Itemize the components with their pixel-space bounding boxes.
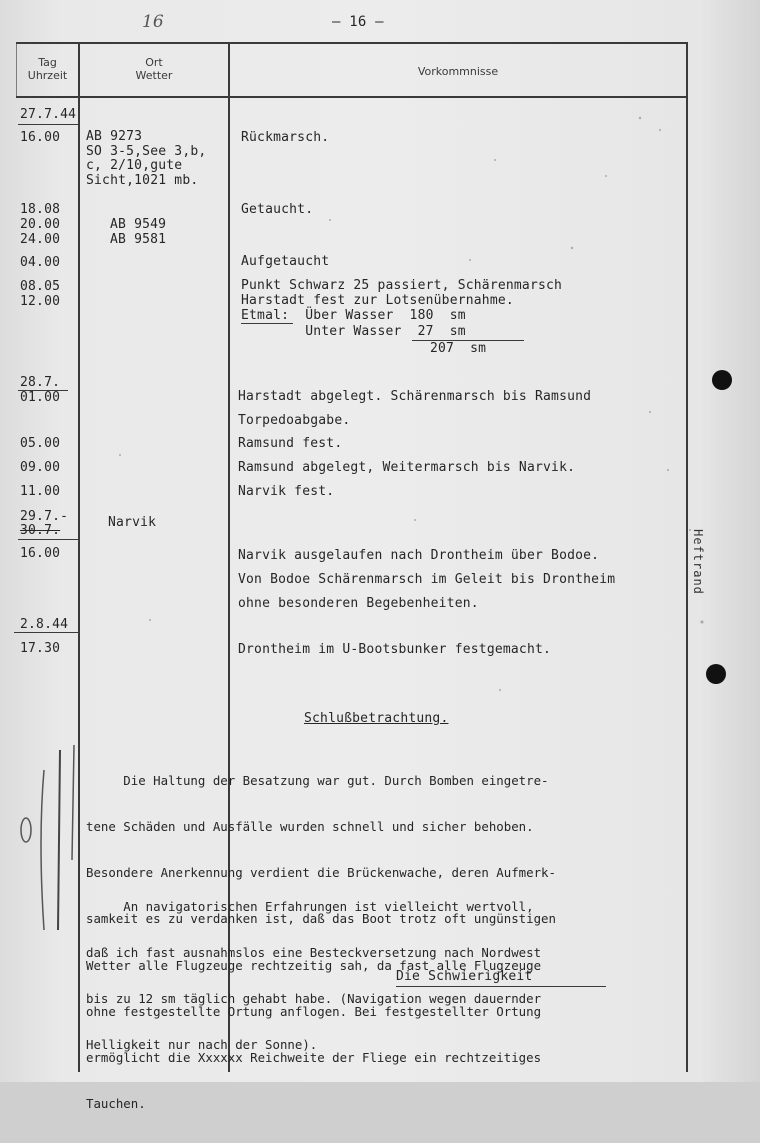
event-entry: Torpedoabgabe. <box>238 413 351 428</box>
text-line: Tauchen. <box>86 1096 146 1112</box>
margin-note-heftrand: Heftrand <box>690 529 705 595</box>
time-entry: 17.30 <box>20 641 61 656</box>
event-entry: Harstadt fest zur Lotsenübernahme. <box>241 293 514 308</box>
event-entry: Von Bodoe Schärenmarsch im Geleit bis Drontheim <box>238 572 616 587</box>
event-entry: Rückmarsch. <box>241 130 330 145</box>
text-line: daß ich fast ausnahmslos eine Besteckversetzung nach Nordwest <box>86 945 542 961</box>
text-line: Besondere Anerkennung verdient die Brückenwache, deren Aufmerk- <box>86 865 556 881</box>
place-entry: AB 9549 <box>110 217 167 232</box>
time-entry: 20.00 <box>20 217 61 232</box>
header-uhrzeit-label: Uhrzeit <box>27 69 68 82</box>
text-line: bis zu 12 sm täglich gehabt habe. (Navigation wegen dauernder <box>86 991 542 1007</box>
text-line: Helligkeit nur nach der Sonne). <box>86 1037 318 1053</box>
page-number: – 16 – <box>332 14 384 30</box>
place-weather-entry: AB 9273 SO 3-5,See 3,b, c, 2/10,gute Sicht,1021 mb. <box>86 129 207 188</box>
header-wetter-label: Wetter <box>135 69 173 82</box>
event-entry: ohne besonderen Begebenheiten. <box>238 596 479 611</box>
header-ort-label: Ort <box>145 56 163 69</box>
text-line: ermöglicht die Xxxxxx Reichweite der Fliege ein rechtzeitiges <box>86 1050 542 1066</box>
event-entry: Ramsund fest. <box>238 436 343 451</box>
closing-line: Die Schwierigkeit <box>396 969 533 984</box>
event-entry: Ramsund abgelegt, Weitermarsch bis Narvik. <box>238 460 576 475</box>
header-tag-label: Tag <box>38 56 57 69</box>
place-entry: Narvik <box>108 515 157 530</box>
date-entry: 27.7.44 <box>20 107 77 122</box>
header-vorkommnisse-label: Vorkommnisse <box>417 65 499 78</box>
text-line: samkeit es zu verdanken ist, daß das Boot trotz oft ungünstigen <box>86 911 556 927</box>
date-entry: 2.8.44 <box>20 617 69 632</box>
event-entry: Getaucht. <box>241 202 314 217</box>
event-entry: Punkt Schwarz 25 passiert, Schärenmarsch <box>241 278 563 293</box>
time-entry: 09.00 <box>20 460 61 475</box>
date-entry: 28.7. <box>20 375 61 390</box>
time-entry: 18.08 <box>20 202 61 217</box>
time-entry: 16.00 <box>20 546 61 561</box>
handwritten-page-number: 16 <box>142 12 164 32</box>
text-line: An navigatorischen Erfahrungen ist vielleicht wertvoll, <box>86 898 534 914</box>
etmal-total: 207 sm <box>430 341 487 356</box>
etmal-under-water: Unter Wasser 27 sm <box>241 324 466 339</box>
event-entry: Drontheim im U-Bootsbunker festgemacht. <box>238 642 552 657</box>
time-entry: 16.00 <box>20 130 61 145</box>
time-entry: 04.00 <box>20 255 61 270</box>
text-line: tene Schäden und Ausfälle wurden schnell und sicher behoben. <box>86 819 534 835</box>
time-entry: 05.00 <box>20 436 61 451</box>
text-line: Die Haltung der Besatzung war gut. Durch Bomben eingetre- <box>86 772 549 788</box>
time-entry: 01.00 <box>20 390 61 405</box>
event-entry: Narvik fest. <box>238 484 335 499</box>
event-entry: Narvik ausgelaufen nach Drontheim über Bodoe. <box>238 548 600 563</box>
date-entry: 29.7.- <box>20 509 69 524</box>
place-entry: AB 9581 <box>110 232 167 247</box>
text-line: ohne festgestellte Ortung anflogen. Bei festgestellter Ortung <box>86 1003 542 1019</box>
date-entry-struck: 30.7. <box>20 523 61 538</box>
time-entry: 24.00 <box>20 232 61 247</box>
text-line: Wetter alle Flugzeuge rechtzeitig sah, da fast alle Flugzeuge <box>86 957 542 973</box>
event-entry: Harstadt abgelegt. Schärenmarsch bis Ramsund <box>238 389 592 404</box>
time-entry: 12.00 <box>20 294 61 309</box>
etmal-above-water: Etmal: Über Wasser 180 sm <box>241 308 466 323</box>
conclusion-title: Schlußbetrachtung. <box>304 711 449 726</box>
time-entry: 11.00 <box>20 484 61 499</box>
time-entry: 08.05 <box>20 279 61 294</box>
event-entry: Aufgetaucht <box>241 254 330 269</box>
